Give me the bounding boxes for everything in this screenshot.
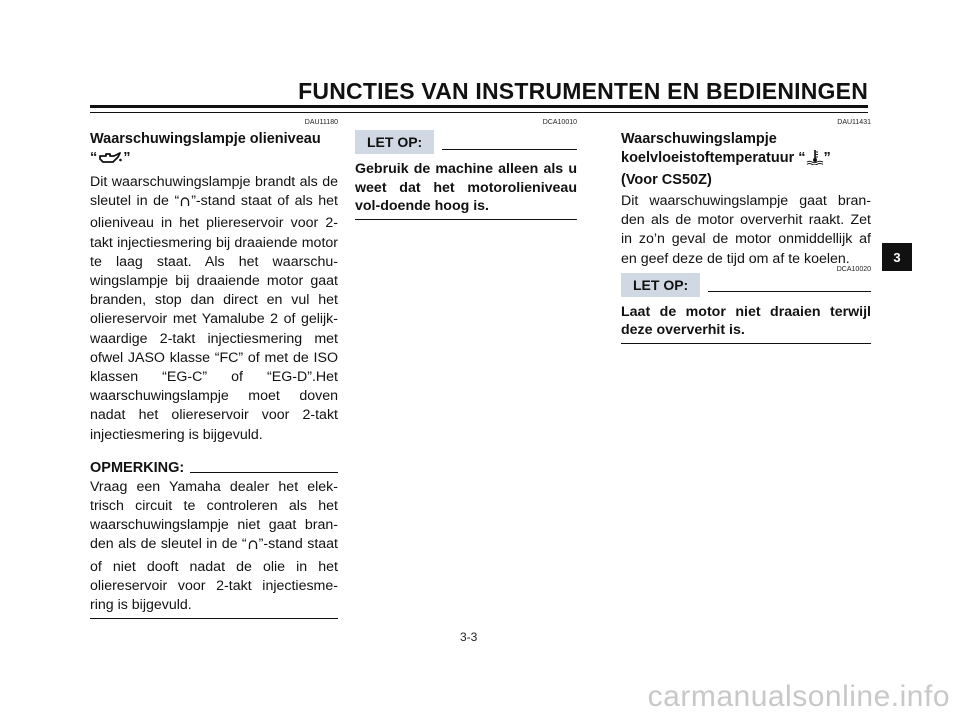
note-part: ”-stand staat of niet dooft nadat de olie in het oliereservoir voor 2-takt injectiesme-ring is bijgevuld. — [90, 536, 338, 614]
column-caution-oil — [355, 118, 577, 220]
note-rule — [190, 472, 338, 473]
note-paragraph — [90, 478, 338, 615]
caution-text: Gebruik de machine alleen als u weet dat het motorolieniveau vol-doende hoog is. — [355, 161, 577, 215]
key-on-icon — [247, 538, 259, 557]
heading-text: Waarschuwingslampje olieniveau — [90, 131, 321, 147]
caution-label: LET OP: — [621, 273, 700, 297]
note-label: OPMERKING: — [90, 459, 185, 476]
heading-text: (Voor CS50Z) — [621, 172, 712, 188]
heading-close-quote: ” — [123, 150, 131, 166]
watermark: carmanualsonline.info — [647, 680, 950, 713]
caution-label: LET OP: — [355, 130, 434, 154]
heading-text: koelvloeistoftemperatuur “ — [621, 150, 806, 166]
paragraph-part: ”-stand staat of als het olieniveau in het pliereservoir voor 2-takt injectiesmering bij draaiende motor te laag staat. Als het waarschu-wingslampje bij draaiende motor gaat branden, stop dan direct en vul het oliereservoir met Yamalube 2 of gelijk-waardige 2-takt injectiesmering met ofwel JASO klasse “FC” of met de ISO klassen “EG-C” of “EG-D”.Het waarschuwingslampje moet doven nadat het oliereservoir voor 2-takt injectiesmering is bijgevuld. — [90, 193, 338, 443]
key-on-icon — [179, 195, 191, 214]
heading-text: ” — [823, 150, 831, 166]
section-code: DCA10010 — [542, 119, 577, 126]
header-rule-thin — [90, 112, 868, 113]
oil-level-paragraph — [90, 173, 338, 445]
section-code: DAU11431 — [837, 119, 871, 126]
caution-header — [355, 130, 577, 154]
note-header — [90, 459, 338, 478]
heading-text: Waarschuwingslampje — [621, 131, 777, 147]
column-oil-level — [90, 118, 338, 619]
page-number: 3-3 — [460, 630, 478, 644]
section-heading-coolant — [621, 130, 871, 190]
coolant-paragraph: Dit waarschuwingslampje gaat bran-den als de motor oververhit raakt. Zet in zo’n geval de motor onmiddellijk af en geef deze de tijd om af te koelen. — [621, 193, 871, 267]
section-code: DAU11180 — [304, 119, 338, 126]
caution-header — [621, 273, 871, 297]
section-code: DCA10020 — [836, 265, 871, 273]
page-title: FUNCTIES VAN INSTRUMENTEN EN BEDIENINGEN — [298, 78, 868, 104]
caution-text: Laat de motor niet draaien terwijl deze oververhit is. — [621, 303, 871, 339]
caution-rule — [442, 149, 577, 150]
note-end-rule — [90, 618, 338, 619]
caution-rule — [708, 291, 871, 292]
chapter-tab: 3 — [882, 243, 912, 271]
header-rule — [90, 105, 868, 108]
page-header — [90, 74, 868, 108]
caution-end-rule — [355, 219, 577, 220]
heading-open-quote: “ — [90, 150, 98, 166]
note-part: Vraag een Yamaha dealer het elek-trisch circuit te controleren als het waarschuwingslampje niet gaat bran-den als de sleutel in de “ — [90, 478, 338, 553]
oil-can-icon — [97, 151, 123, 171]
section-heading-oil-level — [90, 130, 338, 171]
paragraph-part: Dit waarschuwingslampje brandt als de sleutel in de “ — [90, 174, 338, 210]
coolant-temperature-icon — [806, 149, 824, 171]
column-coolant-temp — [621, 118, 871, 344]
caution-end-rule — [621, 343, 871, 344]
